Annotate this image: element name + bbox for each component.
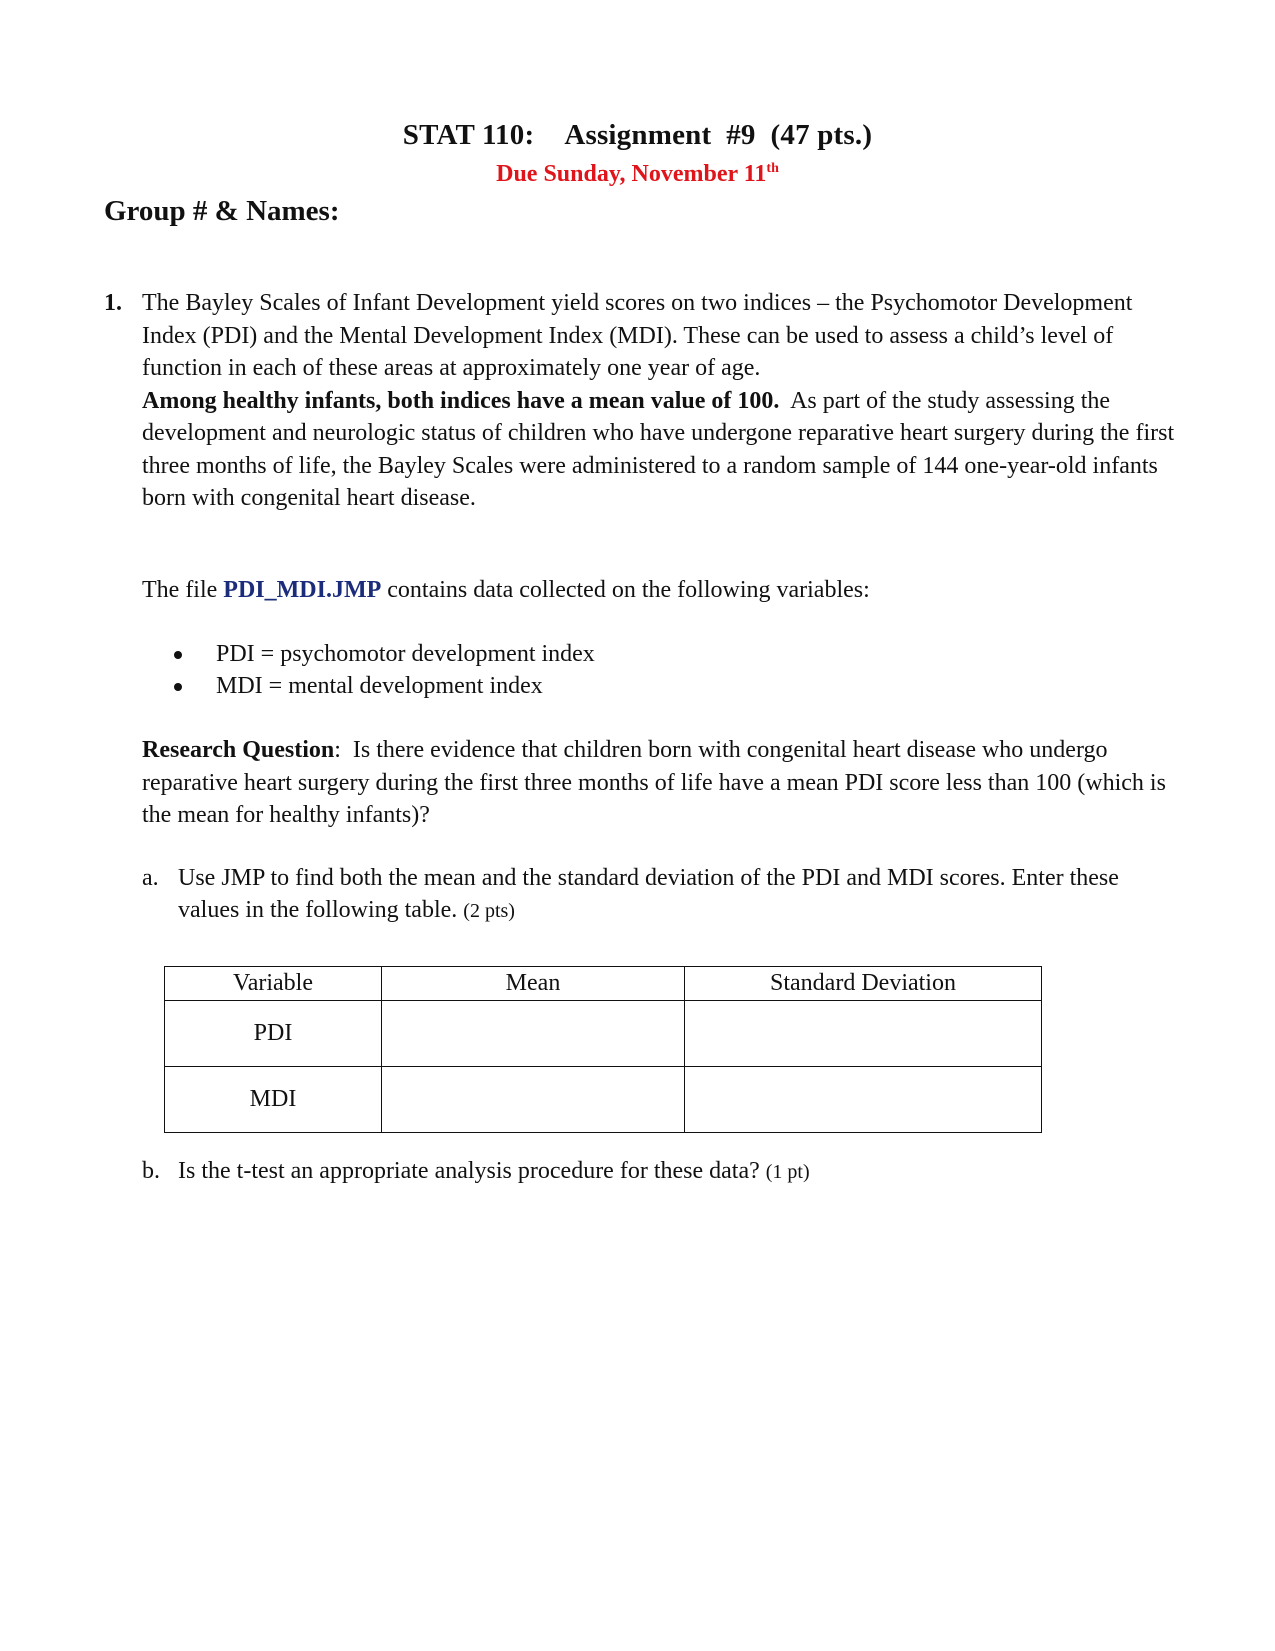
question-text-part1: The Bayley Scales of Infant Development yield scores on two indices – the Psychomotor Development Index (PDI) and the Mental Development Index (MDI). These can be used to assess a child’s level of function in each of these areas at approximately one year of age. (142, 290, 1133, 381)
question-1-text (142, 287, 1184, 515)
data-file-name: PDI_MDI.JMP (223, 577, 382, 603)
due-date-suffix: th (766, 161, 779, 176)
question-bold-statement: Among healthy infants, both indices have a mean value of 100. (142, 387, 780, 414)
question-text-part2: As part of the study assessing the development and neurologic status of children who have undergone reparative heart surgery during the first three months of life, the Bayley Scales were administered to a random sample of 144 one-year-old infants born with congenital heart disease. (142, 387, 1175, 511)
column-header-mean: Mean (382, 967, 685, 1001)
column-header-sd: Standard Deviation (685, 967, 1042, 1001)
list-item: MDI = mental development index (172, 670, 595, 702)
group-names-label: Group # & Names: (104, 195, 340, 227)
file-paragraph (142, 574, 870, 607)
part-a-text: Use JMP to find both the mean and the standard deviation of the PDI and MDI scores. Enter these values in the following table. (178, 865, 1119, 923)
file-suffix: contains data collected on the following variables: (387, 577, 870, 603)
research-question (142, 734, 1182, 832)
list-item: PDI = psychomotor development index (172, 638, 595, 670)
due-date (0, 160, 1275, 189)
column-header-variable: Variable (165, 967, 382, 1001)
question-number: 1. (104, 290, 122, 316)
research-question-text: : Is there evidence that children born with congenital heart disease who undergo reparative heart surgery during the first three months of life have a mean PDI score less than 100 (which is the mean for healthy infants)? (142, 737, 1172, 828)
part-b (142, 1155, 1142, 1188)
part-a (142, 862, 1142, 927)
question-1 (104, 287, 1184, 515)
file-prefix: The file (142, 577, 218, 603)
row-variable-pdi: PDI (165, 1001, 382, 1067)
course-code: STAT 110: (402, 119, 535, 151)
research-question-label: Research Question (142, 737, 335, 763)
part-b-text: Is the t-test an appropriate analysis procedure for these data? (178, 1158, 760, 1184)
due-date-text: Due Sunday, November 11 (496, 161, 767, 187)
table-row (165, 1001, 1042, 1067)
part-a-text-block (178, 862, 1142, 927)
variable-list (172, 638, 595, 702)
mdi-mean-cell[interactable] (382, 1067, 685, 1133)
pdi-mean-cell[interactable] (382, 1001, 685, 1067)
row-variable-mdi: MDI (165, 1067, 382, 1133)
part-b-text-block (178, 1155, 1142, 1188)
table-row (165, 1067, 1042, 1133)
table-header-row (165, 967, 1042, 1001)
assignment-title (0, 118, 1275, 153)
part-b-points: (1 pt) (765, 1161, 810, 1183)
mdi-sd-cell[interactable] (685, 1067, 1042, 1133)
part-a-label: a. (142, 865, 159, 891)
assignment-name: Assignment #9 (47 pts.) (564, 119, 873, 151)
pdi-sd-cell[interactable] (685, 1001, 1042, 1067)
values-table (164, 966, 1042, 1133)
part-b-label: b. (142, 1158, 160, 1184)
part-a-points: (2 pts) (463, 900, 515, 922)
